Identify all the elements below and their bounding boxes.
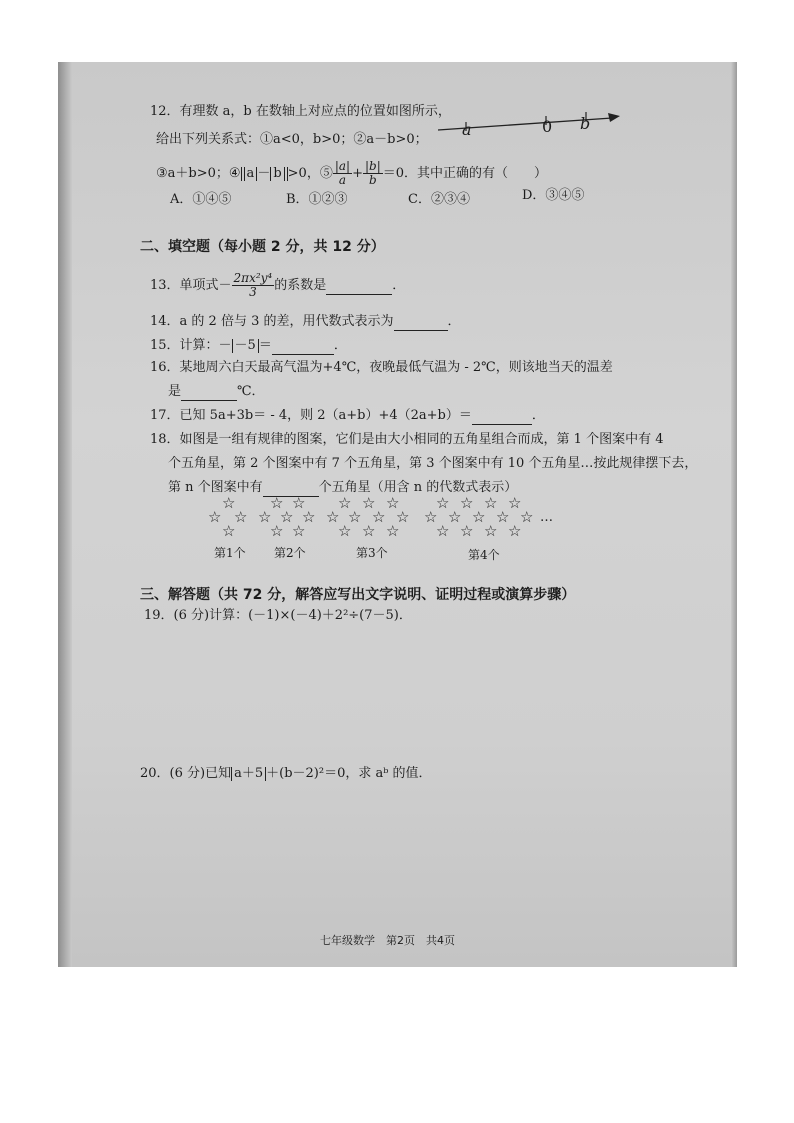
- q20: 20．(6 分)已知 a＋5 ＋(b－2)²＝0，求 aᵇ 的值．: [140, 766, 432, 781]
- q15-answer-blank[interactable]: [272, 338, 334, 355]
- q18-line2: 个五角星，第 2 个图案中有 7 个五角星，第 3 个图案中有 10 个五角星…按此规律摆下去，: [168, 456, 698, 471]
- pattern-label-4: 第4个: [468, 548, 500, 562]
- star-icon: ☆: [362, 522, 376, 540]
- page-shadow-right: [731, 62, 737, 967]
- star-icon: ☆: [508, 522, 522, 540]
- section3-title: 三、解答题（共 72 分，解答应写出文字说明、证明过程或演算步骤）: [140, 587, 576, 603]
- star-icon: ☆: [484, 494, 498, 512]
- star-icon: ☆: [508, 494, 522, 512]
- pattern-label-1: 第1个: [214, 546, 246, 560]
- abs-expression: a － b: [241, 167, 288, 181]
- q13: 13．单项式－ $\frac{\text{2πx²y⁴}}{3}$ 的系数是 ．: [150, 271, 406, 299]
- pattern-label-3: 第3个: [356, 546, 388, 560]
- page-footer: 七年级数学 第2页 共4页: [320, 934, 455, 947]
- star-icon: ☆: [448, 508, 462, 526]
- star-icon: ☆: [472, 508, 486, 526]
- star-icon: ☆: [348, 508, 362, 526]
- star-icon: ☆: [208, 508, 222, 526]
- page-shadow-left: [58, 62, 72, 967]
- q17: 17．已知 5a+3b＝ - 4，则 2（a+b）+4（2a+b）＝ ．: [150, 408, 545, 423]
- photographed-exam-page: [58, 62, 737, 967]
- star-icon: ☆: [338, 494, 352, 512]
- number-line-label-b: b: [580, 114, 591, 133]
- star-icon: ☆: [280, 508, 294, 526]
- fraction-abs-b: $\frac{|b|}{b}$: [364, 159, 381, 187]
- number-line-arrow: [608, 113, 620, 122]
- star-icon: ☆: [436, 522, 450, 540]
- q12-option-c: C．②③④: [408, 192, 470, 207]
- star-icon: ☆: [292, 494, 306, 512]
- star-icon: ☆: [386, 494, 400, 512]
- q19: 19．(6 分)计算：(－1)×(－4)＋2²÷(7－5)．: [144, 608, 412, 623]
- q15: 15．计算：－ －5 ＝ ．: [150, 338, 347, 353]
- star-icon: ☆: [270, 494, 284, 512]
- star-icon: ☆: [386, 522, 400, 540]
- q13-answer-blank[interactable]: [326, 278, 392, 295]
- q12-option-b: B．①②③: [286, 192, 348, 207]
- star-icon: ☆: [222, 494, 236, 512]
- star-icon: ☆: [292, 522, 306, 540]
- pattern-ellipsis: …: [540, 510, 553, 525]
- q16-answer-blank[interactable]: [181, 384, 237, 401]
- number-line-label-0: 0: [542, 117, 553, 136]
- q16-line2: 是 ℃．: [168, 384, 265, 399]
- star-icon: ☆: [396, 508, 410, 526]
- q12-option-a: A．①④⑤: [170, 192, 232, 207]
- star-icon: ☆: [302, 508, 316, 526]
- q16-line1: 16．某地周六白天最高气温为+4℃，夜晚最低气温为 - 2℃，则该地当天的温差: [150, 360, 613, 375]
- q12-line1: 12．有理数 a，b 在数轴上对应点的位置如图所示，: [150, 104, 451, 119]
- q12-line3: ③a＋b>0；④ a － b >0，⑤ $\frac{|a|}{a}$ + $\frac{|b|}{b}$ ＝0．其中正确的有（ ）: [156, 159, 548, 187]
- star-icon: ☆: [460, 494, 474, 512]
- star-icon: ☆: [484, 522, 498, 540]
- star-icon: ☆: [270, 522, 284, 540]
- q18-line3: 第 n 个图案中有 个五角星（用含 n 的代数式表示）: [168, 480, 518, 495]
- star-icon: ☆: [496, 508, 510, 526]
- q14: 14．a 的 2 倍与 3 的差，用代数式表示为 ．: [150, 314, 461, 329]
- star-icon: ☆: [222, 522, 236, 540]
- monomial-fraction: $\frac{\text{2πx²y⁴}}{3}$: [233, 271, 273, 299]
- star-icon: ☆: [326, 508, 340, 526]
- star-icon: ☆: [520, 508, 534, 526]
- star-icon: ☆: [362, 494, 376, 512]
- star-icon: ☆: [234, 508, 248, 526]
- star-icon: ☆: [372, 508, 386, 526]
- section2-title: 二、填空题（每小题 2 分，共 12 分）: [140, 239, 385, 255]
- number-line-label-a: a: [462, 120, 472, 139]
- q12-line2: 给出下列关系式：①a<0，b>0；②a－b>0；: [156, 132, 428, 147]
- q17-answer-blank[interactable]: [472, 408, 532, 425]
- star-icon: ☆: [338, 522, 352, 540]
- pattern-label-2: 第2个: [274, 546, 306, 560]
- star-icon: ☆: [436, 494, 450, 512]
- star-icon: ☆: [460, 522, 474, 540]
- q18-line1: 18．如图是一组有规律的图案，它们是由大小相同的五角星组合而成，第 1 个图案中有 4: [150, 432, 664, 447]
- q14-answer-blank[interactable]: [394, 314, 448, 331]
- star-icon: ☆: [258, 508, 272, 526]
- q12-option-d: D．③④⑤: [522, 188, 585, 203]
- star-icon: ☆: [424, 508, 438, 526]
- fraction-abs-a: $\frac{|a|}{a}$: [334, 159, 351, 187]
